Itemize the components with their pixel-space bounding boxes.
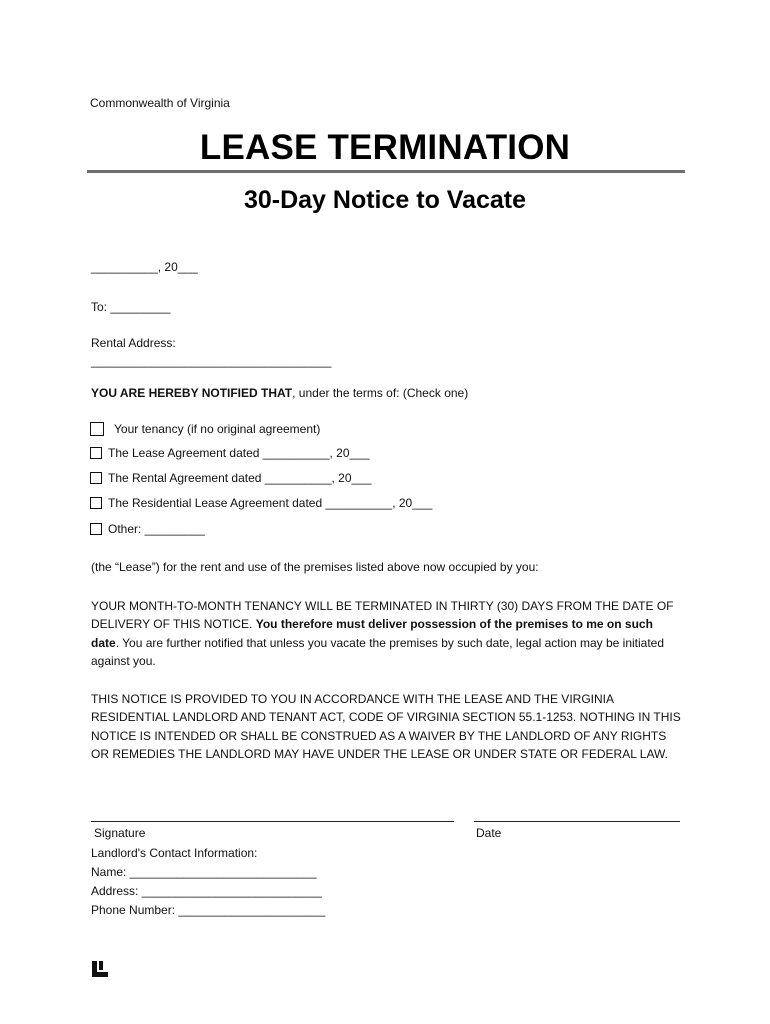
notice-lead [91, 386, 468, 400]
signature-line[interactable] [91, 821, 454, 822]
brand-logo-icon [91, 960, 109, 978]
landlord-name-field[interactable]: Name: ____________________________ [91, 865, 317, 879]
rental-address-label: Rental Address: [91, 336, 176, 350]
checkbox[interactable] [90, 447, 102, 459]
option-row[interactable] [90, 471, 372, 485]
checkbox[interactable] [90, 422, 104, 436]
option-row[interactable] [90, 522, 205, 536]
option-row[interactable] [90, 446, 370, 460]
tenancy-text-2: . You are further notified that unless you vacate the premises by such date, legal action may be initiated against you. [91, 635, 665, 668]
state-name: Commonwealth of Virginia [90, 96, 230, 110]
document-subtitle: 30-Day Notice to Vacate [243, 186, 527, 214]
tenancy-text-1: YOUR MONTH-TO-MONTH TENANCY WILL BE TERMINATED IN THIRTY (30) DAYS FROM THE DATE OF DELIVERY OF THIS NOTICE. [91, 599, 674, 632]
checkbox[interactable] [90, 497, 102, 509]
tenancy-paragraph [91, 597, 681, 670]
option-row[interactable] [90, 422, 320, 436]
legal-paragraph: THIS NOTICE IS PROVIDED TO YOU IN ACCORDANCE WITH THE LEASE AND THE VIRGINIA RESIDENTIAL LANDLORD AND TENANT ACT, CODE OF VIRGINIA SECTION 55.1-1253. NOTHING IN THIS NOTICE IS INTENDED OR SHALL BE CONSTRUED AS A WAIVER BY THE LANDLORD OF ANY RIGHTS OR REMEDIES THE LANDLORD MAY HAVE UNDER THE LEASE OR UNDER STATE OR FEDERAL LAW. [91, 692, 681, 761]
option-label: Your tenancy (if no original agreement) [114, 422, 321, 436]
tenancy-text-bold: You therefore must deliver possession of the premises to me on such date [91, 617, 653, 650]
recipient-field[interactable]: To: _________ [91, 300, 171, 314]
signature-label: Signature [94, 826, 146, 840]
option-label: Other: _________ [108, 522, 205, 536]
option-label: The Rental Agreement dated __________, 20___ [108, 471, 372, 485]
date-label: Date [476, 826, 502, 840]
checkbox[interactable] [90, 523, 102, 535]
option-label: The Lease Agreement dated __________, 20___ [108, 446, 370, 460]
notice-lead-rest: , under the terms of: (Check one) [292, 386, 469, 400]
title-divider [87, 170, 685, 173]
date-field[interactable]: __________, 20___ [91, 260, 198, 274]
landlord-phone-field[interactable]: Phone Number: ______________________ [91, 903, 326, 917]
document-title: LEASE TERMINATION [199, 128, 571, 167]
date-line[interactable] [474, 821, 680, 822]
landlord-address-field[interactable]: Address: ___________________________ [91, 884, 322, 898]
contact-heading: Landlord's Contact Information: [91, 846, 258, 860]
option-label: The Residential Lease Agreement dated __________, 20___ [108, 496, 433, 510]
checkbox[interactable] [90, 472, 102, 484]
rental-address-field[interactable]: ____________________________________ [91, 354, 332, 368]
lease-definition: (the “Lease”) for the rent and use of the premises listed above now occupied by you: [91, 560, 539, 574]
option-row[interactable] [90, 496, 432, 510]
notice-lead-bold: YOU ARE HEREBY NOTIFIED THAT [91, 386, 293, 400]
